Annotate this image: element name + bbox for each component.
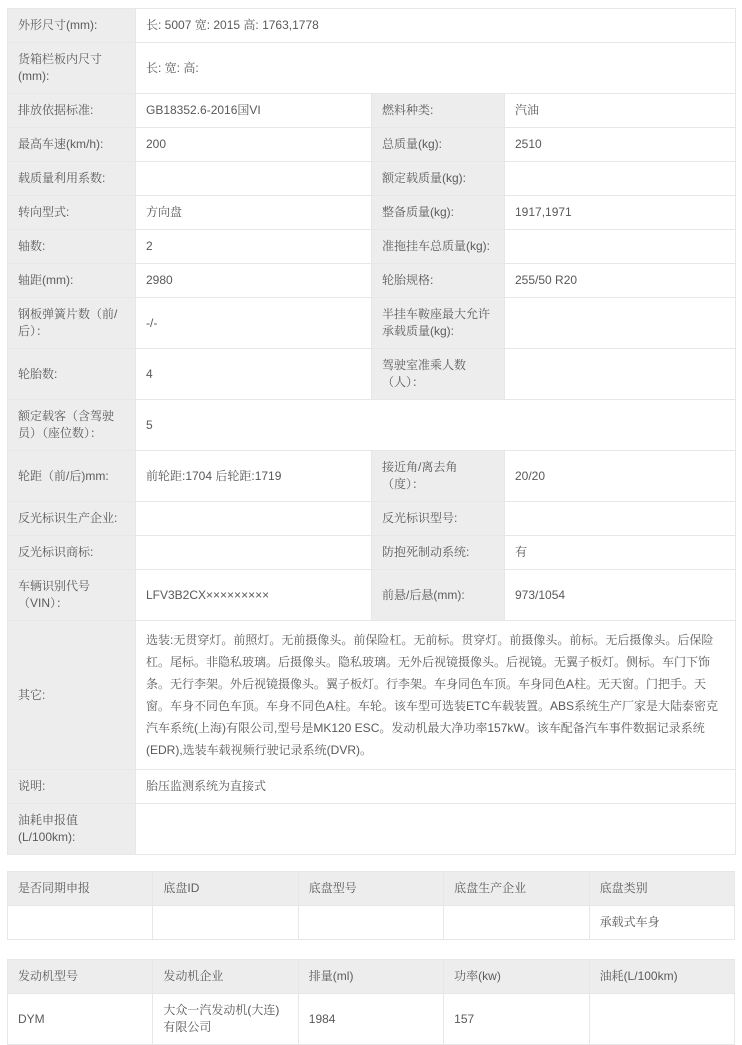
spec-row-vin-overhang <box>8 570 736 621</box>
spec-row-load-factor <box>8 162 736 196</box>
row-label: 转向型式: <box>8 196 136 230</box>
row-value: 前轮距:1704 后轮距:1719 <box>136 451 372 502</box>
cell-value <box>153 906 298 940</box>
column-header: 底盘生产企业 <box>444 872 589 906</box>
row-label: 半挂车鞍座最大允许承载质量(kg): <box>372 298 505 349</box>
row-value: 汽油 <box>505 94 736 128</box>
row-label: 反光标识型号: <box>372 502 505 536</box>
row-label: 驾驶室准乘人数（人）： <box>372 349 505 400</box>
column-header: 排量(ml) <box>298 960 443 994</box>
cell-value <box>8 906 153 940</box>
row-label: 轮胎数: <box>8 349 136 400</box>
chassis-data-row <box>8 906 735 940</box>
engine-data-row <box>8 994 735 1045</box>
spec-row-reflective-maker <box>8 502 736 536</box>
row-label: 接近角/离去角（度）： <box>372 451 505 502</box>
row-label: 整备质量(kg): <box>372 196 505 230</box>
spec-row-cargo-box <box>8 43 736 94</box>
row-label: 轮胎规格: <box>372 264 505 298</box>
row-value: 2510 <box>505 128 736 162</box>
engine-maker-value: 大众一汽发动机(大连)有限公司 <box>153 994 298 1045</box>
column-header: 底盘ID <box>153 872 298 906</box>
spec-row-springs-saddle <box>8 298 736 349</box>
row-label: 燃料种类: <box>372 94 505 128</box>
row-label: 额定载客（含驾驶员）（座位数）： <box>8 400 136 451</box>
spacer <box>7 855 735 871</box>
row-label: 额定载质量(kg): <box>372 162 505 196</box>
row-label: 反光标识商标: <box>8 536 136 570</box>
engine-table <box>7 959 735 1045</box>
column-header: 发动机企业 <box>153 960 298 994</box>
column-header: 发动机型号 <box>8 960 153 994</box>
row-value <box>505 349 736 400</box>
row-value: 有 <box>505 536 736 570</box>
other-options-text: 选装:无贯穿灯。前照灯。无前摄像头。前保险杠。无前标。贯穿灯。前摄像头。前标。无后摄像头。后保险杠。尾标。非隐私玻璃。后摄像头。隐私玻璃。无外后视镜摄像头。后视镜。无翼子板灯。侧标。车门下饰条。无行李架。外后视镜摄像头。翼子板灯。行李架。车身同色车顶。车身同色A柱。无天窗。门把手。天窗。车身不同色车顶。车身不同色A柱。车轮。该车型可选装ETC车载装置。ABS系统生产厂家是大陆泰密克汽车系统(上海)有限公司,型号是MK120 ESC。发动机最大净功率157kW。该车配备汽车事件数据记录系统(EDR),选装车载视频行驶记录系统(DVR)。 <box>136 621 736 770</box>
spec-row-fuel-declared <box>8 804 736 855</box>
column-header: 油耗(L/100km) <box>589 960 734 994</box>
row-value <box>505 230 736 264</box>
row-label: 准拖挂车总质量(kg): <box>372 230 505 264</box>
row-value <box>136 536 372 570</box>
engine-model-value: DYM <box>8 994 153 1045</box>
row-value: 20/20 <box>505 451 736 502</box>
row-value: GB18352.6-2016国VI <box>136 94 372 128</box>
vin-value: LFV3B2CX××××××××× <box>136 570 372 621</box>
spec-row-note <box>8 770 736 804</box>
column-header: 底盘型号 <box>298 872 443 906</box>
spec-row-axles-trailer <box>8 230 736 264</box>
cell-value <box>444 906 589 940</box>
cell-value <box>298 906 443 940</box>
row-label: 货箱栏板内尺寸(mm): <box>8 43 136 94</box>
vehicle-spec-table <box>7 8 736 855</box>
spec-row-emission-fuel <box>8 94 736 128</box>
row-value: -/- <box>136 298 372 349</box>
row-label: 外形尺寸(mm): <box>8 9 136 43</box>
spec-row-reflective-brand-abs <box>8 536 736 570</box>
column-header: 底盘类别 <box>589 872 734 906</box>
row-label: 轴距(mm): <box>8 264 136 298</box>
row-value <box>505 502 736 536</box>
fuel-consumption-value <box>589 994 734 1045</box>
engine-header-row <box>8 960 735 994</box>
row-value: 4 <box>136 349 372 400</box>
row-value: 200 <box>136 128 372 162</box>
row-label: 载质量利用系数: <box>8 162 136 196</box>
row-value <box>136 804 736 855</box>
spacer <box>7 940 735 959</box>
spec-row-speed-mass <box>8 128 736 162</box>
row-value: 长: 宽: 高: <box>136 43 736 94</box>
spec-row-other <box>8 621 736 770</box>
row-value <box>136 162 372 196</box>
displacement-value: 1984 <box>298 994 443 1045</box>
power-value: 157 <box>444 994 589 1045</box>
row-label: 油耗申报值(L/100km): <box>8 804 136 855</box>
spec-row-dimensions <box>8 9 736 43</box>
spec-row-tire-count-cab <box>8 349 736 400</box>
row-value: 胎压监测系统为直接式 <box>136 770 736 804</box>
cell-value: 承载式车身 <box>589 906 734 940</box>
row-value <box>505 162 736 196</box>
row-label: 说明: <box>8 770 136 804</box>
row-label: 排放依据标准: <box>8 94 136 128</box>
row-label: 反光标识生产企业: <box>8 502 136 536</box>
spec-row-seating <box>8 400 736 451</box>
row-value: 方向盘 <box>136 196 372 230</box>
row-label: 钢板弹簧片数（前/后）： <box>8 298 136 349</box>
row-label: 轮距（前/后)mm: <box>8 451 136 502</box>
row-label: 最高车速(km/h): <box>8 128 136 162</box>
row-value: 长: 5007 宽: 2015 高: 1763,1778 <box>136 9 736 43</box>
spec-row-track-angles <box>8 451 736 502</box>
row-label: 前悬/后悬(mm): <box>372 570 505 621</box>
spec-row-wheelbase-tires <box>8 264 736 298</box>
row-value: 255/50 R20 <box>505 264 736 298</box>
row-label: 总质量(kg): <box>372 128 505 162</box>
row-value: 1917,1971 <box>505 196 736 230</box>
column-header: 功率(kw) <box>444 960 589 994</box>
row-value: 973/1054 <box>505 570 736 621</box>
row-label: 车辆识别代号（VIN）： <box>8 570 136 621</box>
row-value <box>136 502 372 536</box>
chassis-header-row <box>8 872 735 906</box>
column-header: 是否同期申报 <box>8 872 153 906</box>
row-value: 5 <box>136 400 736 451</box>
spec-row-steering-curb <box>8 196 736 230</box>
row-value: 2980 <box>136 264 372 298</box>
row-value: 2 <box>136 230 372 264</box>
row-label: 其它: <box>8 621 136 770</box>
row-label: 防抱死制动系统: <box>372 536 505 570</box>
row-value <box>505 298 736 349</box>
chassis-table <box>7 871 735 940</box>
row-label: 轴数: <box>8 230 136 264</box>
